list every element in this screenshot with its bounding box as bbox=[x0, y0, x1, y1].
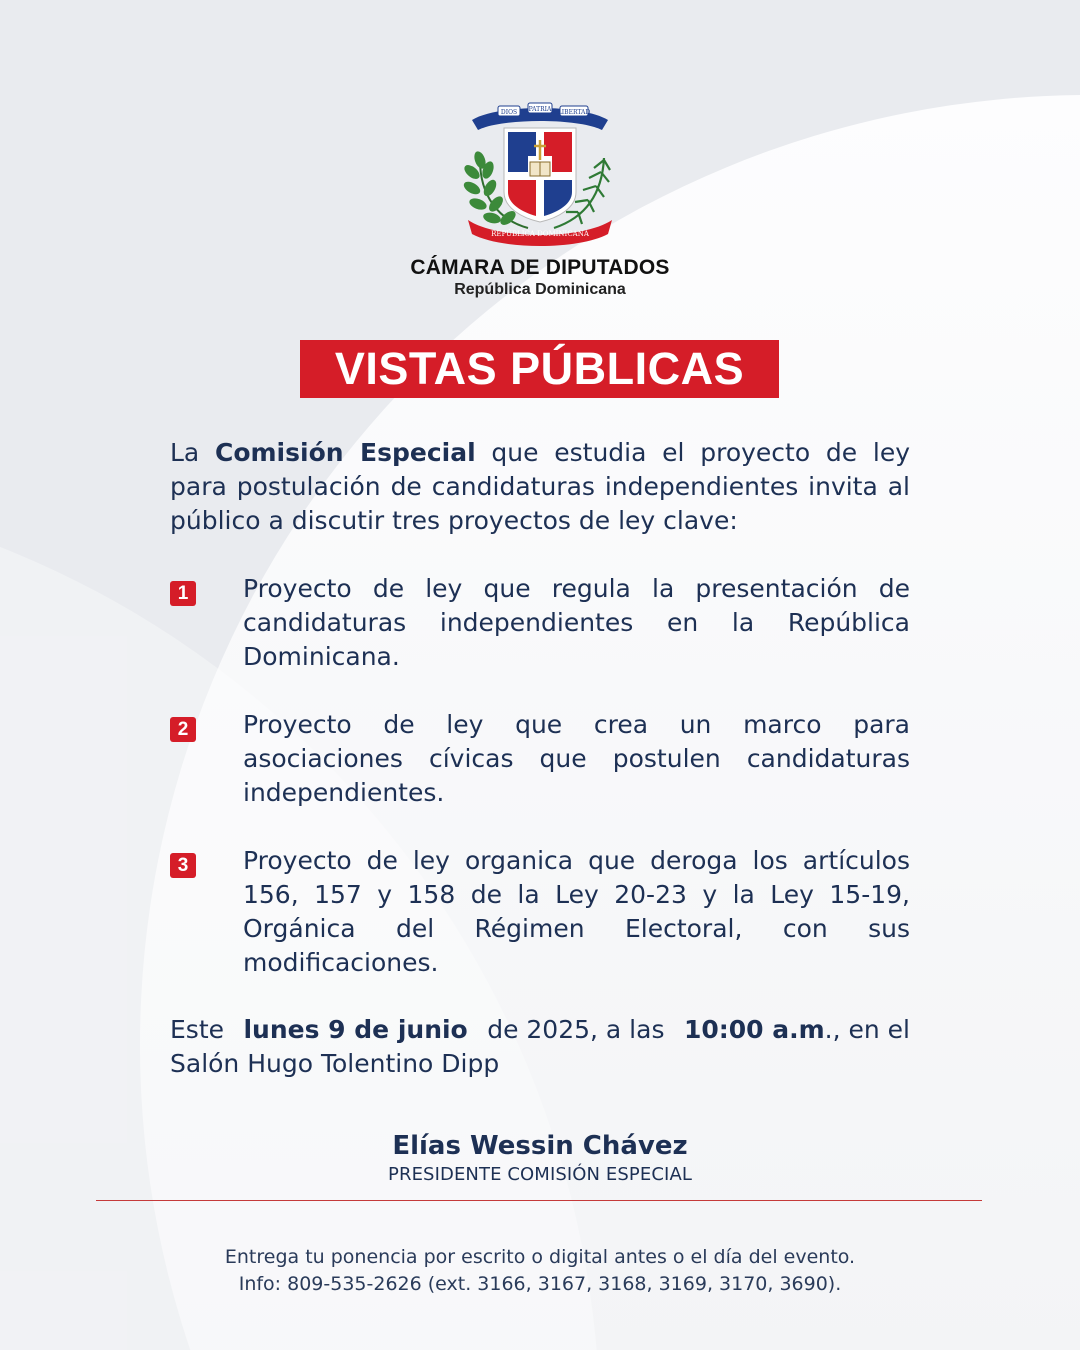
footer-instructions: Entrega tu ponencia por escrito o digital antes o el día del evento. bbox=[224, 1246, 856, 1268]
event-time: 10:00 a.m bbox=[683, 1015, 825, 1044]
event-date: lunes 9 de junio bbox=[243, 1015, 468, 1044]
intro-post: que estudia el proyecto de ley para postulación de candidaturas independientes invita al público a discutir tres proyectos de ley clave: bbox=[170, 438, 910, 535]
signer-name: Elías Wessin Chávez bbox=[392, 1131, 688, 1161]
law-text: Proyecto de ley que crea un marco para asociaciones cívicas que postulen candidaturas independientes. bbox=[243, 710, 910, 807]
law-text: Proyecto de ley que regula la presentación de candidaturas independientes en la República Dominicana. bbox=[243, 574, 910, 671]
event-word: Este bbox=[170, 1015, 225, 1044]
law-number-badge: 3 bbox=[170, 853, 196, 878]
page-title: VISTAS PÚBLICAS bbox=[300, 340, 779, 398]
coat-of-arms-icon bbox=[458, 100, 622, 252]
emblem-banner-text: REPÚBLICA DOMINICANA bbox=[491, 230, 589, 238]
event-connector: ., en el bbox=[824, 1015, 910, 1044]
intro-paragraph bbox=[170, 436, 910, 538]
footer-contact: Info: 809-535-2626 (ext. 3166, 3167, 3168, 3169, 3170, 3690). bbox=[238, 1273, 842, 1295]
intro-pre: La bbox=[170, 438, 215, 467]
divider bbox=[96, 1200, 982, 1201]
law-number-badge: 2 bbox=[170, 717, 196, 742]
law-item bbox=[170, 572, 910, 674]
motto-dios: DIOS bbox=[500, 109, 518, 116]
intro-committee: Comisión Especial bbox=[214, 438, 476, 467]
event-details bbox=[170, 1013, 910, 1081]
organization-name: CÁMARA DE DIPUTADOS bbox=[410, 256, 670, 279]
law-number-badge: 1 bbox=[170, 581, 196, 606]
signer-role: PRESIDENTE COMISIÓN ESPECIAL bbox=[388, 1164, 692, 1185]
law-item bbox=[170, 844, 910, 980]
event-place: Salón Hugo Tolentino Dipp bbox=[170, 1049, 500, 1078]
law-item bbox=[170, 708, 910, 810]
organization-country: República Dominicana bbox=[454, 281, 626, 298]
event-year: de 2025, a las bbox=[487, 1015, 665, 1044]
motto-patria: PATRIA bbox=[528, 106, 552, 113]
motto-libertad: LIBERTAD bbox=[557, 109, 591, 116]
law-text: Proyecto de ley organica que deroga los artículos 156, 157 y 158 de la Ley 20-23 y la Ley 15-19, Orgánica del Régimen Electoral, con sus modificaciones. bbox=[243, 846, 910, 977]
